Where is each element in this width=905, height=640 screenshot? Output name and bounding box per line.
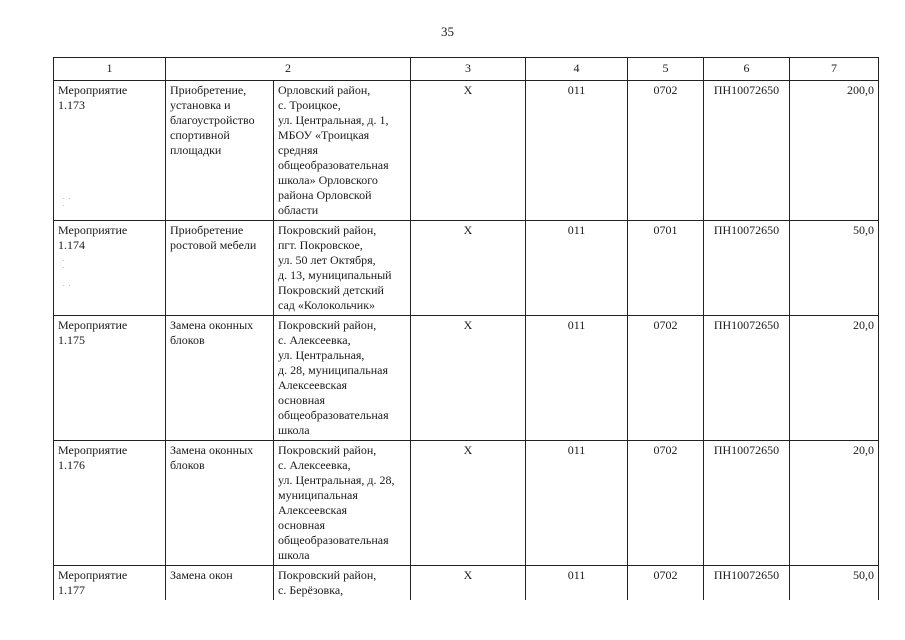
activity-id-cell: Мероприятие 1.177 <box>54 566 166 601</box>
column-5-cell: 0702 <box>628 81 704 221</box>
table-row <box>54 81 879 221</box>
scan-speckle-marks: · · <box>62 282 72 290</box>
column-4-cell: 011 <box>526 81 628 221</box>
column-header: 4 <box>526 58 628 81</box>
scan-speckle-marks: · · · <box>62 195 72 210</box>
address-cell: Покровский район, с. Алексеевка, ул. Центральная, д. 28, муниципальная Алексеевская основная общеобразовательная школа <box>274 441 411 566</box>
column-header: 7 <box>790 58 879 81</box>
address-cell: Покровский район, с. Берёзовка, <box>274 566 411 601</box>
column-5-cell: 0701 <box>628 221 704 316</box>
amount-cell: 50,0 <box>790 566 879 601</box>
scan-speckle-marks: · · <box>62 257 66 272</box>
column-header: 6 <box>704 58 790 81</box>
column-5-cell: 0702 <box>628 316 704 441</box>
column-5-cell: 0702 <box>628 441 704 566</box>
column-3-cell: Х <box>411 316 526 441</box>
column-6-cell: ПН10072650 <box>704 566 790 601</box>
column-header: 3 <box>411 58 526 81</box>
column-6-cell: ПН10072650 <box>704 221 790 316</box>
table-row <box>54 221 879 316</box>
column-4-cell: 011 <box>526 221 628 316</box>
column-5-cell: 0702 <box>628 566 704 601</box>
activity-name-cell: Приобретение ростовой мебели <box>166 221 274 316</box>
column-6-cell: ПН10072650 <box>704 316 790 441</box>
column-6-cell: ПН10072650 <box>704 81 790 221</box>
table-row <box>54 566 879 601</box>
column-4-cell: 011 <box>526 566 628 601</box>
activity-id-cell: Мероприятие 1.174 <box>54 221 166 316</box>
activity-id-cell: Мероприятие 1.176 <box>54 441 166 566</box>
address-cell: Покровский район, с. Алексеевка, ул. Центральная, д. 28, муниципальная Алексеевская основная общеобразовательная школа <box>274 316 411 441</box>
budget-activities-table <box>53 57 879 600</box>
amount-cell: 200,0 <box>790 81 879 221</box>
column-3-cell: Х <box>411 81 526 221</box>
column-3-cell: Х <box>411 566 526 601</box>
activity-name-cell: Приобретение, установка и благоустройство спортивной площадки <box>166 81 274 221</box>
address-cell: Орловский район, с. Троицкое, ул. Центральная, д. 1, МБОУ «Троицкая средняя общеобразовательная школа» Орловского района Орловской области <box>274 81 411 221</box>
table-row <box>54 441 879 566</box>
activity-name-cell: Замена окон <box>166 566 274 601</box>
activity-id-cell: Мероприятие 1.173 <box>54 81 166 221</box>
amount-cell: 20,0 <box>790 441 879 566</box>
column-4-cell: 011 <box>526 441 628 566</box>
column-3-cell: Х <box>411 221 526 316</box>
column-header: 2 <box>166 58 411 81</box>
column-3-cell: Х <box>411 441 526 566</box>
activity-name-cell: Замена оконных блоков <box>166 441 274 566</box>
activity-id-cell: Мероприятие 1.175 <box>54 316 166 441</box>
table-row <box>54 316 879 441</box>
column-4-cell: 011 <box>526 316 628 441</box>
activity-name-cell: Замена оконных блоков <box>166 316 274 441</box>
page-number: 35 <box>441 24 454 39</box>
address-cell: Покровский район, пгт. Покровское, ул. 50 лет Октября, д. 13, муниципальный Покровский детский сад «Колокольчик» <box>274 221 411 316</box>
amount-cell: 20,0 <box>790 316 879 441</box>
column-header: 1 <box>54 58 166 81</box>
amount-cell: 50,0 <box>790 221 879 316</box>
column-6-cell: ПН10072650 <box>704 441 790 566</box>
table-header-row <box>54 58 879 81</box>
column-header: 5 <box>628 58 704 81</box>
